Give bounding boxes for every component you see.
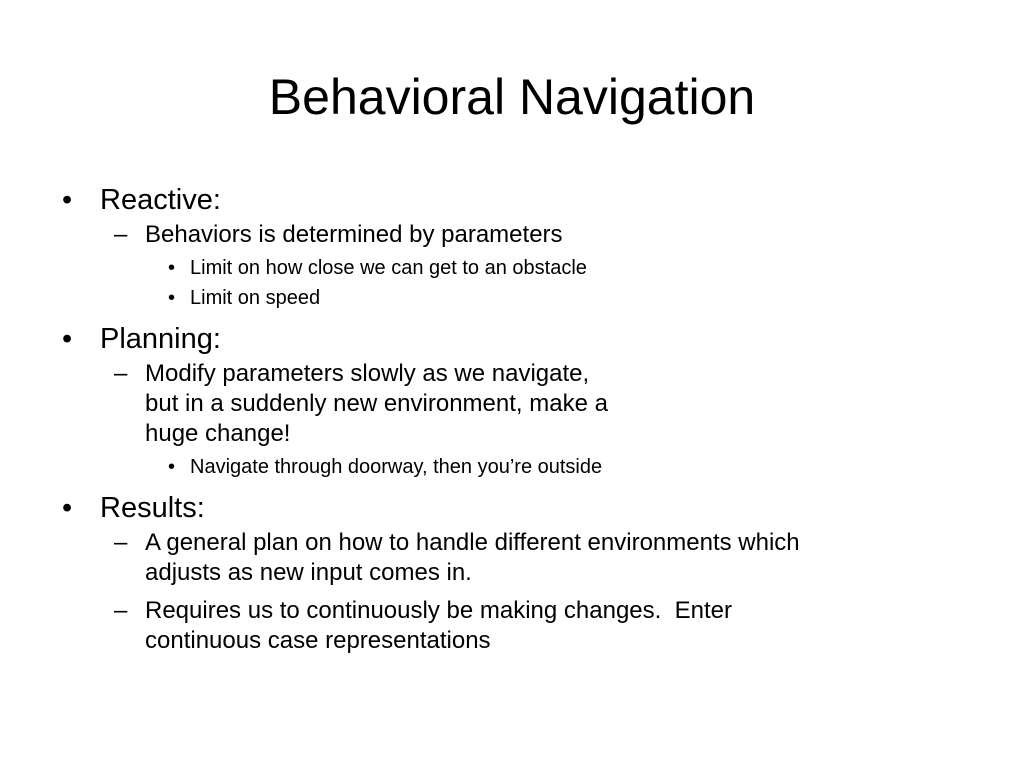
bullet-label: Planning: [100,323,221,355]
bullet-label: Results: [100,492,205,524]
slide-title: Behavioral Navigation [268,69,756,125]
subsubbullet-limit-speed [60,286,960,311]
dash-mark: – [114,360,128,387]
subbullet-general-plan [60,528,960,588]
subbullet-line: Modify parameters slowly as we navigate, [145,360,590,387]
subbullet-line: but in a suddenly new environment, make a [145,390,608,417]
subsubbullet-text: Limit on how close we can get to an obstacle [190,257,587,279]
subsubbullet-text: Navigate through doorway, then you’re outside [190,456,603,478]
subbullet-line: adjusts as new input comes in. [145,559,472,586]
dash-mark: – [114,597,128,624]
bullet-mark: • [62,492,73,524]
bullet-mark: • [168,287,176,309]
subsubbullet-limit-obstacle [60,256,960,281]
bullet-mark: • [168,456,176,478]
subbullet-text: Behaviors is determined by parameters [145,221,563,248]
subsubbullet-doorway [60,455,960,480]
subbullet-requires-changes [60,596,960,656]
bullet-mark: • [62,184,73,216]
slide-content [60,178,960,656]
bullet-results [60,490,960,526]
bullet-mark: • [168,257,176,279]
subbullet-line: huge change! [145,420,291,447]
dash-mark: – [114,529,128,556]
subbullet-line: continuous case representations [145,627,491,654]
subbullet-modify-parameters [60,359,960,449]
bullet-label: Reactive: [100,184,221,216]
bullet-reactive [60,182,960,218]
subbullet-behaviors [60,220,960,250]
subbullet-line: A general plan on how to handle different environments which [145,529,800,556]
subsubbullet-text: Limit on speed [190,287,321,309]
subbullet-line: Requires us to continuously be making changes. Enter [145,597,733,624]
dash-mark: – [114,221,128,248]
bullet-planning [60,321,960,357]
bullet-mark: • [62,323,73,355]
